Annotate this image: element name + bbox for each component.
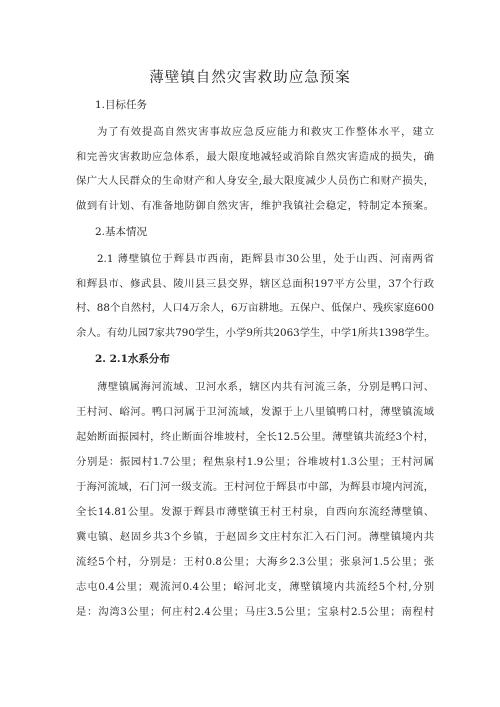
section-heading-goals: 1.目标任务 (95, 99, 148, 111)
paragraph-line: 保广大人民群众的生命财产和人身安全,最大限度减少人员伤亡和财产损失， (76, 175, 434, 187)
paragraph-line: 起始断面振园村，终止断面谷堆坡村，全长12.5公里。薄壁镇共流经3个村， (76, 431, 434, 443)
paragraph-line: 做到有计划、有准备地防御自然灾害，维护我镇社会稳定，特制定本预案。 (76, 200, 434, 212)
paragraph-line: 于海河流域，石门河一级支流。王村河位于辉县市中部，为辉县市境内河流， (76, 481, 434, 493)
paragraph-line: 和辉县市、修武县、陵川县三县交界，辖区总面积197平方公里，37个行政 (76, 278, 434, 290)
section-heading-basic-info: 2.基本情况 (95, 226, 148, 238)
paragraph-line: 和完善灾害救助应急体系，最大限度地减轻或消除自然灾害造成的损失，确 (76, 151, 434, 163)
paragraph-line: 余人。有幼儿园7家共790学生，小学9所共2063学生，中学1所共1398学生。 (76, 327, 436, 339)
document-title: 薄壁镇自然灾害救助应急预案 (149, 70, 351, 86)
paragraph-line: 是：沟湾3公里；何庄村2.4公里；马庄3.5公里；宝泉村2.5公里；南程村 (76, 606, 434, 618)
paragraph-line: 王村河、峪河。鸭口河属于卫河流域，发源于上八里镇鸭口村，薄壁镇流域 (76, 406, 434, 418)
paragraph-line: 2.1 薄壁镇位于辉县市西南，距辉县市30公里，处于山西、河南两省 (97, 253, 434, 265)
paragraph-line: 分别是：振园村1.7公里；程焦泉村1.9公里；谷堆坡村1.3公里；王村河属 (76, 456, 434, 468)
section-heading-water-system: 2. 2.1水系分布 (95, 353, 170, 365)
paragraph-line: 为了有效提高自然灾害事故应急反应能力和救灾工作整体水平，建立 (97, 126, 434, 138)
paragraph-line: 村、88个自然村，人口4万余人，6万亩耕地。五保户、低保户、残疾家庭600 (76, 302, 434, 314)
paragraph-line: 冀屯镇、赵固乡共3个乡镇，于赵固乡文庄村东汇入石门河。薄壁镇境内共 (76, 531, 434, 543)
paragraph-line: 薄壁镇属海河流域、卫河水系，辖区内共有河流三条，分别是鸭口河、 (97, 381, 434, 393)
paragraph-line: 志屯0.4公里；观流河0.4公里；峪河北支，薄壁镇境内共流经5个村,分别 (76, 581, 434, 593)
paragraph-line: 流经5个村，分别是：王村0.8公里；大海乡2.3公里；张泉河1.5公里；张 (76, 556, 434, 568)
paragraph-line: 全长14.81公里。发源于辉县市薄壁镇王村王村泉，自西向东流经薄壁镇、 (76, 506, 434, 518)
